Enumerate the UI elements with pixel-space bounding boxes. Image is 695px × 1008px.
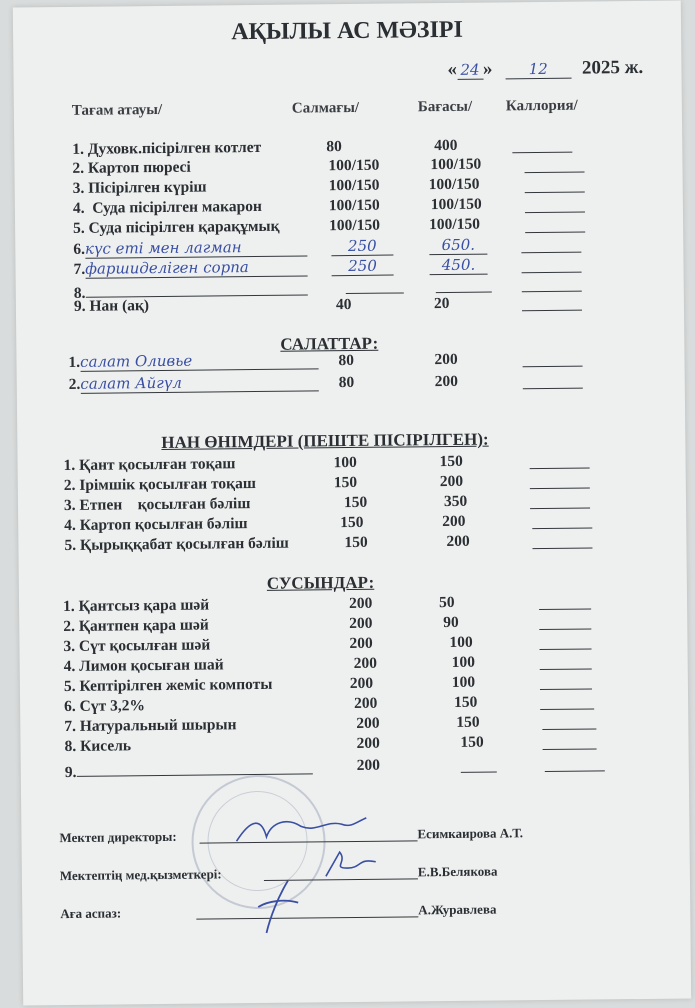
calorie-blank <box>540 668 592 670</box>
drink-weight: 200 <box>356 734 380 752</box>
calorie-blank <box>525 232 585 234</box>
director-name: Есимкаирова А.Т. <box>417 825 524 842</box>
price-blank <box>461 771 497 772</box>
list-item: 6.күс еті мен лагман <box>73 237 307 258</box>
calorie-blank <box>532 527 592 529</box>
drink-price: 50 <box>438 593 455 612</box>
salad-price: 200 <box>434 372 459 391</box>
calorie-blank <box>530 468 590 470</box>
calorie-blank <box>542 728 596 730</box>
dish-price: 100/150 <box>429 215 480 234</box>
salad-price: 200 <box>434 350 458 369</box>
handwritten-dish-name: күс еті мен лагман <box>85 237 307 258</box>
dish-weight: 100/150 <box>328 176 380 195</box>
list-item: 5. Қырыққабат қосылған бәліш <box>64 534 289 555</box>
bakery-price: 200 <box>446 532 470 551</box>
calorie-blank <box>523 366 583 368</box>
list-item: 2. Ірімшік қосылған тоқаш <box>63 475 256 495</box>
list-item: 1. Қант қосылған тоқаш <box>63 455 236 475</box>
calorie-blank <box>539 609 591 611</box>
dish-price: 20 <box>433 294 450 313</box>
bakery-price: 200 <box>439 472 464 491</box>
salad-weight: 80 <box>338 351 355 370</box>
dish-price: 450. <box>429 256 487 276</box>
calorie-blank <box>525 192 585 194</box>
calorie-blank <box>539 629 591 631</box>
dish-price: 650. <box>429 236 487 256</box>
chef-role: Аға аспаз: <box>60 905 122 922</box>
dish-price: 400 <box>434 136 458 155</box>
salad-weight: 80 <box>338 373 355 392</box>
chef-signature <box>248 876 309 937</box>
header-calories: Каллория/ <box>505 97 578 115</box>
dish-weight: 250 <box>331 257 393 277</box>
bakery-weight: 150 <box>344 533 368 552</box>
list-item: 1. Духовк.пісірілген котлет <box>72 138 262 158</box>
list-item: 3. Пісірілген күріш <box>72 178 207 197</box>
list-item: 2. Картоп пюресі <box>72 158 191 177</box>
director-role: Мектеп директоры: <box>59 828 177 846</box>
dish-weight: 40 <box>335 295 352 314</box>
calorie-blank <box>522 272 582 274</box>
dish-weight: 100/150 <box>328 196 380 215</box>
calorie-blank <box>540 708 594 710</box>
list-item: 5. Суда пісірілген қарақұмық <box>73 217 280 237</box>
list-item: 6. Сүт 3,2% <box>64 697 146 716</box>
drink-weight: 200 <box>354 694 378 712</box>
list-item: 2. Қантпен қара шәй <box>63 616 209 636</box>
calorie-blank <box>522 291 582 293</box>
drink-weight: 200 <box>349 674 374 693</box>
list-item: 4. Лимон қосыған шай <box>63 656 224 676</box>
calorie-blank <box>532 547 592 549</box>
nurse-role: Мектептің мед.қызметкері: <box>59 866 222 884</box>
date-close-quote: » <box>482 58 493 80</box>
list-item: 7. Натуральный шырын <box>64 716 237 736</box>
calorie-blank <box>523 388 583 390</box>
drink-price: 100 <box>451 653 476 671</box>
drink-weight: 200 <box>348 594 373 613</box>
list-item: 8. Кисель <box>64 737 132 756</box>
calorie-blank <box>521 252 581 254</box>
calorie-blank <box>530 508 590 510</box>
date-line <box>447 57 643 81</box>
dish-price: 100/150 <box>430 195 482 214</box>
list-item: 4. Картоп қосылған бәліш <box>64 515 248 535</box>
calorie-blank <box>540 648 592 650</box>
date-day: 24 <box>457 61 483 80</box>
list-item: 9. Нан (ақ) <box>73 297 150 315</box>
list-item: 5. Кептірілген жеміс компоты <box>63 675 273 696</box>
calorie-blank <box>525 172 585 174</box>
bakery-weight: 100 <box>333 453 357 472</box>
header-name: Тағам атауы/ <box>71 101 163 119</box>
list-item: 7.фаршиделіген сорпа <box>73 257 307 278</box>
drink-price: 100 <box>449 633 473 651</box>
drink-price: 90 <box>443 613 459 632</box>
price-blank <box>436 292 492 294</box>
list-item: 9. <box>65 755 313 782</box>
chef-name: А.Журавлева <box>418 901 497 918</box>
bakery-weight: 150 <box>343 493 368 512</box>
weight-blank <box>346 292 404 294</box>
header-weight: Салмағы/ <box>291 99 360 117</box>
header-price: Бағасы/ <box>417 98 473 116</box>
salads-title: САЛАТТАР: <box>280 333 379 354</box>
list-item: 2.салат Айгүл <box>69 372 319 394</box>
calorie-blank <box>543 748 597 750</box>
list-item: 3. Сүт қосылған шәй <box>63 636 211 656</box>
drink-price: 150 <box>456 713 480 731</box>
calorie-blank <box>525 212 585 214</box>
drinks-title: СУСЫНДАР: <box>266 572 375 593</box>
date-year: 2025 ж. <box>581 56 644 79</box>
drink-price: 100 <box>451 673 476 691</box>
calorie-blank <box>512 152 572 154</box>
drink-weight: 200 <box>349 634 373 653</box>
list-item: 8. <box>74 276 308 302</box>
drink-weight: 200 <box>349 614 373 633</box>
bakery-price: 150 <box>439 452 463 471</box>
calorie-blank <box>540 688 592 690</box>
drink-weight: 200 <box>353 654 378 672</box>
menu-document <box>13 1 691 1006</box>
drink-weight: 200 <box>356 756 381 774</box>
list-item: 1.салат Оливье <box>68 350 318 372</box>
bakery-weight: 150 <box>333 473 358 492</box>
list-item: 1. Қантсыз қара шәй <box>62 596 210 616</box>
dish-weight: 250 <box>331 237 393 257</box>
nurse-name: Е.В.Белякова <box>417 863 498 880</box>
list-item: 3. Етпен қосылған бәліш <box>63 495 251 515</box>
document-title: АҚЫЛЫ АС МӘЗІРІ <box>231 16 463 46</box>
dish-weight: 80 <box>326 138 342 156</box>
bakery-price: 350 <box>443 492 468 511</box>
dish-weight: 100/150 <box>328 156 380 175</box>
list-item: 4. Суда пісірілген макарон <box>72 197 262 217</box>
bakery-title: НАН ӨНІМДЕРІ (ПЕШТЕ ПІСІРІЛГЕН): <box>161 429 489 452</box>
calorie-blank <box>522 310 582 312</box>
bakery-price: 200 <box>442 512 466 531</box>
bakery-weight: 150 <box>340 513 364 532</box>
nurse-signature <box>318 846 388 883</box>
handwritten-dish-name: фаршиделіген сорпа <box>85 257 307 278</box>
drink-price: 150 <box>460 733 484 751</box>
calorie-blank <box>545 770 605 772</box>
calorie-blank <box>530 488 590 490</box>
date-month: 12 <box>505 60 571 80</box>
date-open-quote: « <box>447 58 458 80</box>
drink-weight: 200 <box>356 714 380 732</box>
dish-weight: 100/150 <box>329 216 380 235</box>
drink-price: 150 <box>454 693 478 711</box>
dish-price: 100/150 <box>430 155 482 174</box>
dish-price: 100/150 <box>428 175 480 194</box>
